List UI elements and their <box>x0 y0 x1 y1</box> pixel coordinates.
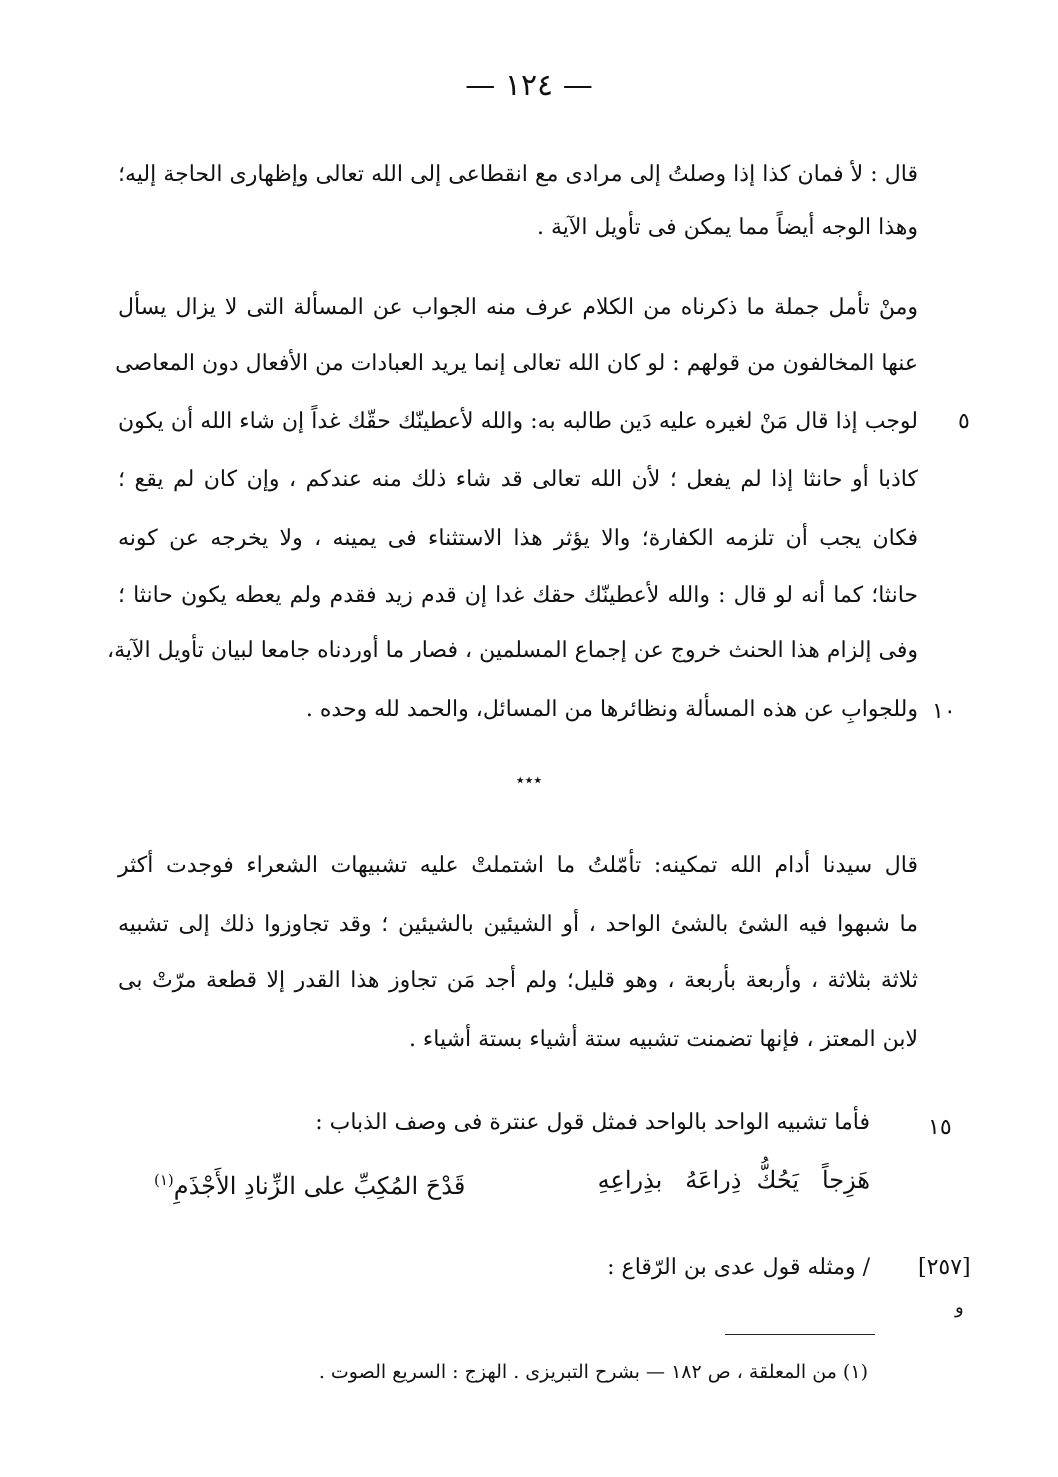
text-line: حانثا؛ كما أنه لو قال : والله لأعطينّك حقك غدا إن قدم زيد فقدم ولم يعطه يكون حانثا ؛ <box>118 583 918 608</box>
line-number-10: ١٠ <box>932 699 956 724</box>
section-separator: ٭٭٭ <box>515 770 543 789</box>
text-line: وفى إلزام هذا الحنث خروج عن إجماع المسلمين ، فصار ما أوردناه جامعا لبيان تأويل الآية، <box>106 638 918 663</box>
text-line: كاذبا أو حانثا إذا لم يفعل ؛ لأن الله تعالى قد شاء ذلك منه عندكم ، وإن كان لم يقع ؛ <box>118 467 918 492</box>
text-line: ثلاثة بثلاثة ، وأربعة بأربعة ، وهو قليل؛ ولم أجد مَن تجاوز هذا القدر إلا قطعة مرّتْ بى <box>118 968 918 993</box>
verse-word: ذِراعَهُ <box>685 1166 742 1194</box>
text-line: ما شبهوا فيه الشئ بالشئ الواحد ، أو الشيئين بالشيئين ؛ وقد تجاوزوا ذلك إلى تشبيه <box>118 912 918 937</box>
text-line: وهذا الوجه أيضاً مما يمكن فى تأويل الآية . <box>536 215 918 240</box>
verse-word: هَزِجاً <box>821 1166 870 1194</box>
line-number-5: ٥ <box>958 409 970 434</box>
second-verse-intro: / ومثله قول عدى بن الرّقاع : <box>607 1255 870 1280</box>
verse-intro: فأما تشبيه الواحد بالواحد فمثل قول عنترة فى وصف الذباب : <box>315 1110 870 1135</box>
footnote-divider <box>725 1334 875 1335</box>
verse-word: بذِراعِهِ <box>597 1166 663 1194</box>
text-line: قال : لأ فمان كذا إذا وصلتُ إلى مرادى مع انقطاعى إلى الله تعالى وإظهارى الحاجة إليه؛ <box>118 162 918 187</box>
text-line: قال سيدنا أدام الله تمكينه: تأمّلتُ ما اشتملتْ عليه تشبيهات الشعراء فوجدت أكثر <box>118 853 918 878</box>
manuscript-folio-ref: [٢٥٧] <box>918 1255 971 1280</box>
verse-word: يَحُكُّ <box>756 1166 800 1194</box>
verse-hemistich-1 <box>598 1162 870 1198</box>
footnote: (١) من المعلقة ، ص ١٨٢ — بشرح التبريزى . الهزج : السريع الصوت . <box>318 1361 868 1383</box>
text-line: ومنْ تأمل جملة ما ذكرناه من الكلام عرف منه الجواب عن المسألة التى لا يزال يسأل <box>118 295 918 320</box>
page-number: — ١٢٤ — <box>465 68 593 103</box>
verse-hemistich-2 <box>154 1162 465 1204</box>
line-number-15: ١٥ <box>928 1115 952 1140</box>
text-line: عنها المخالفون من قولهم : لو كان الله تعالى إنما يريد العبادات من الأفعال دون المعاصى <box>115 351 918 376</box>
text-line: وللجوابِ عن هذه المسألة ونظائرها من المسائل، والحمد لله وحده . <box>305 697 918 722</box>
text-line: لوجب إذا قال مَنْ لغيره عليه دَين طالبه به: والله لأعطينّك حقّك غداً إن شاء الله أن يكون <box>118 409 918 434</box>
text-line: لابن المعتز ، فإنها تضمنت تشبيه ستة أشياء بستة أشياء . <box>408 1027 918 1052</box>
verse-text: قَدْحَ المُكِبِّ على الزِّنادِ الأَجْذَمِ <box>173 1172 466 1200</box>
footnote-reference: (١) <box>154 1171 174 1189</box>
text-line: فكان يجب أن تلزمه الكفارة؛ والا يؤثر هذا الاستثناء فى يمينه ، ولا يخرجه عن كونه <box>118 526 918 551</box>
manuscript-folio-side: و <box>955 1297 964 1318</box>
